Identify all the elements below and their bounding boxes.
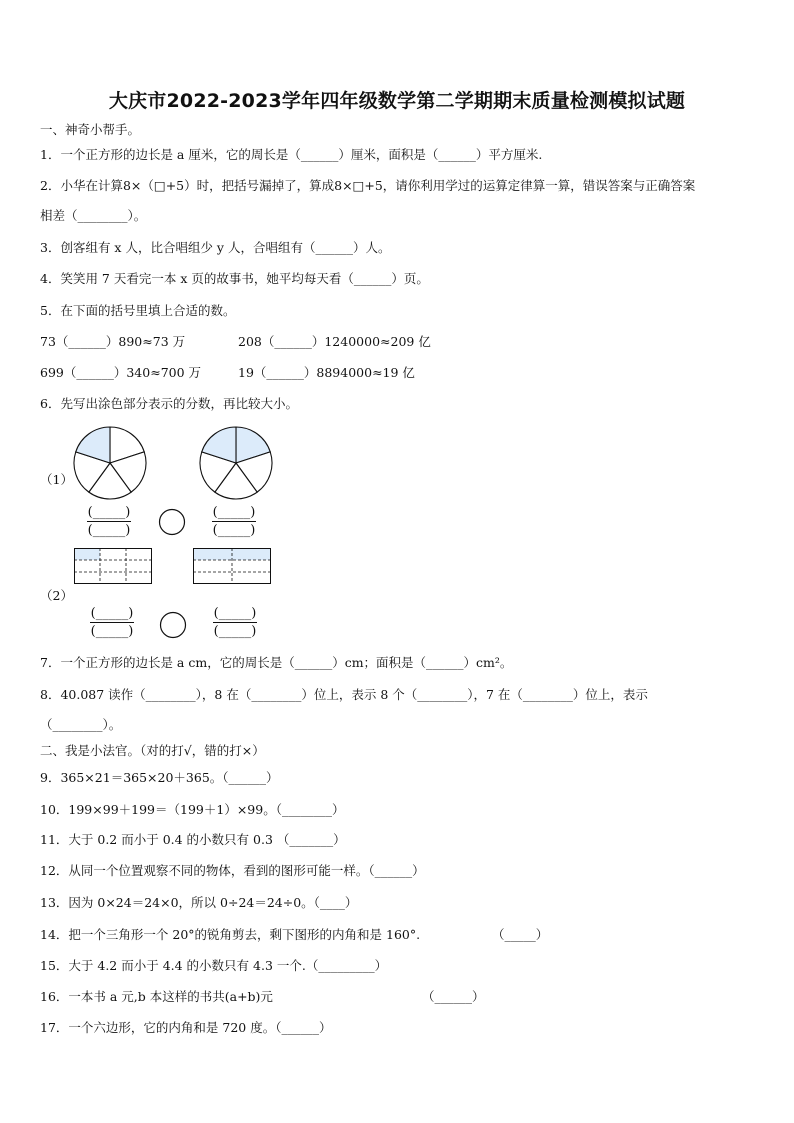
compare-circle-1[interactable]	[158, 508, 186, 536]
question-8-line-1: 8．40.087 读作（________），8 在（________）位上，表示 8 个（________），7 在（________）位上，表示	[40, 687, 648, 702]
fraction-denominator: (_____)	[87, 523, 131, 538]
question-11: 11．大于 0.2 而小于 0.4 的小数只有 0.3 （_______）	[40, 832, 346, 847]
question-14: 14．把一个三角形一个 20°的锐角剪去，剩下图形的内角和是 160°.	[40, 927, 421, 942]
fraction-numerator: (_____)	[212, 505, 256, 520]
question-12: 12．从同一个位置观察不同的物体，看到的图形可能一样。（______）	[40, 863, 425, 878]
fraction-denominator: (_____)	[212, 523, 256, 538]
figure-label-2: （2）	[40, 588, 73, 603]
question-16: 16．一本书 a 元,b 本这样的书共(a+b)元	[40, 989, 273, 1004]
fraction-numerator: (_____)	[90, 606, 134, 621]
fraction-blank-2[interactable]	[212, 505, 256, 538]
rectangle-fraction-left	[74, 548, 152, 584]
circle-fraction-right	[198, 425, 274, 501]
question-3: 3．创客组有 x 人，比合唱组少 y 人，合唱组有（______）人。	[40, 240, 391, 255]
fraction-numerator: (_____)	[87, 505, 131, 520]
question-6: 6．先写出涂色部分表示的分数，再比较大小。	[40, 396, 298, 411]
fraction-bar	[213, 622, 257, 623]
fraction-bar	[87, 521, 131, 522]
fraction-blank-3[interactable]	[90, 606, 134, 639]
question-2-line-2: 相差（________）。	[40, 208, 147, 223]
compare-circle-2[interactable]	[159, 611, 187, 639]
fraction-blank-1[interactable]	[87, 505, 131, 538]
question-1: 1．一个正方形的边长是 a 厘米，它的周长是（______）厘米，面积是（______）平方厘米.	[40, 147, 543, 162]
question-9: 9．365×21＝365×20＋365。（______）	[40, 770, 279, 785]
figure-label-1: （1）	[40, 472, 73, 487]
fraction-denominator: (_____)	[90, 624, 134, 639]
question-14-blank[interactable]: （_____）	[492, 927, 549, 942]
q5-row-2-right: 19（______）8894000≈19 亿	[238, 365, 415, 380]
section-heading-2: 二、我是小法官。（对的打√，错的打×）	[40, 743, 265, 758]
page-title: 大庆市2022-2023学年四年级数学第二学期期末质量检测模拟试题	[108, 90, 686, 112]
question-2-line-1: 2．小华在计算8×（□+5）时，把括号漏掉了，算成8×□+5，请你利用学过的运算定律算一算，错误答案与正确答案	[40, 178, 696, 193]
circle-fraction-left	[72, 425, 148, 501]
fraction-denominator: (_____)	[213, 624, 257, 639]
question-8-line-2: （________）。	[40, 717, 122, 732]
question-5: 5．在下面的括号里填上合适的数。	[40, 303, 236, 318]
fraction-bar	[90, 622, 134, 623]
fraction-blank-4[interactable]	[213, 606, 257, 639]
question-4: 4．笑笑用 7 天看完一本 x 页的故事书，她平均每天看（______）页。	[40, 271, 429, 286]
q5-row-2-left: 699（______）340≈700 万	[40, 365, 202, 380]
question-10: 10．199×99＋199＝（199＋1）×99。（________）	[40, 802, 345, 817]
rectangle-fraction-right	[193, 548, 271, 584]
question-15: 15．大于 4.2 而小于 4.4 的小数只有 4.3 一个.（_________）	[40, 958, 388, 973]
fraction-bar	[212, 521, 256, 522]
fraction-numerator: (_____)	[213, 606, 257, 621]
q5-row-1-left: 73（______）890≈73 万	[40, 334, 186, 349]
question-7: 7．一个正方形的边长是 a cm，它的周长是（______）cm；面积是（______）cm²。	[40, 655, 513, 670]
section-heading-1: 一、神奇小帮手。	[40, 122, 141, 137]
question-16-blank[interactable]: （______）	[422, 989, 485, 1004]
question-13: 13．因为 0×24＝24×0，所以 0÷24＝24÷0。（____）	[40, 895, 358, 910]
q5-row-1-right: 208（______）1240000≈209 亿	[238, 334, 431, 349]
question-17: 17．一个六边形，它的内角和是 720 度。（______）	[40, 1020, 332, 1035]
